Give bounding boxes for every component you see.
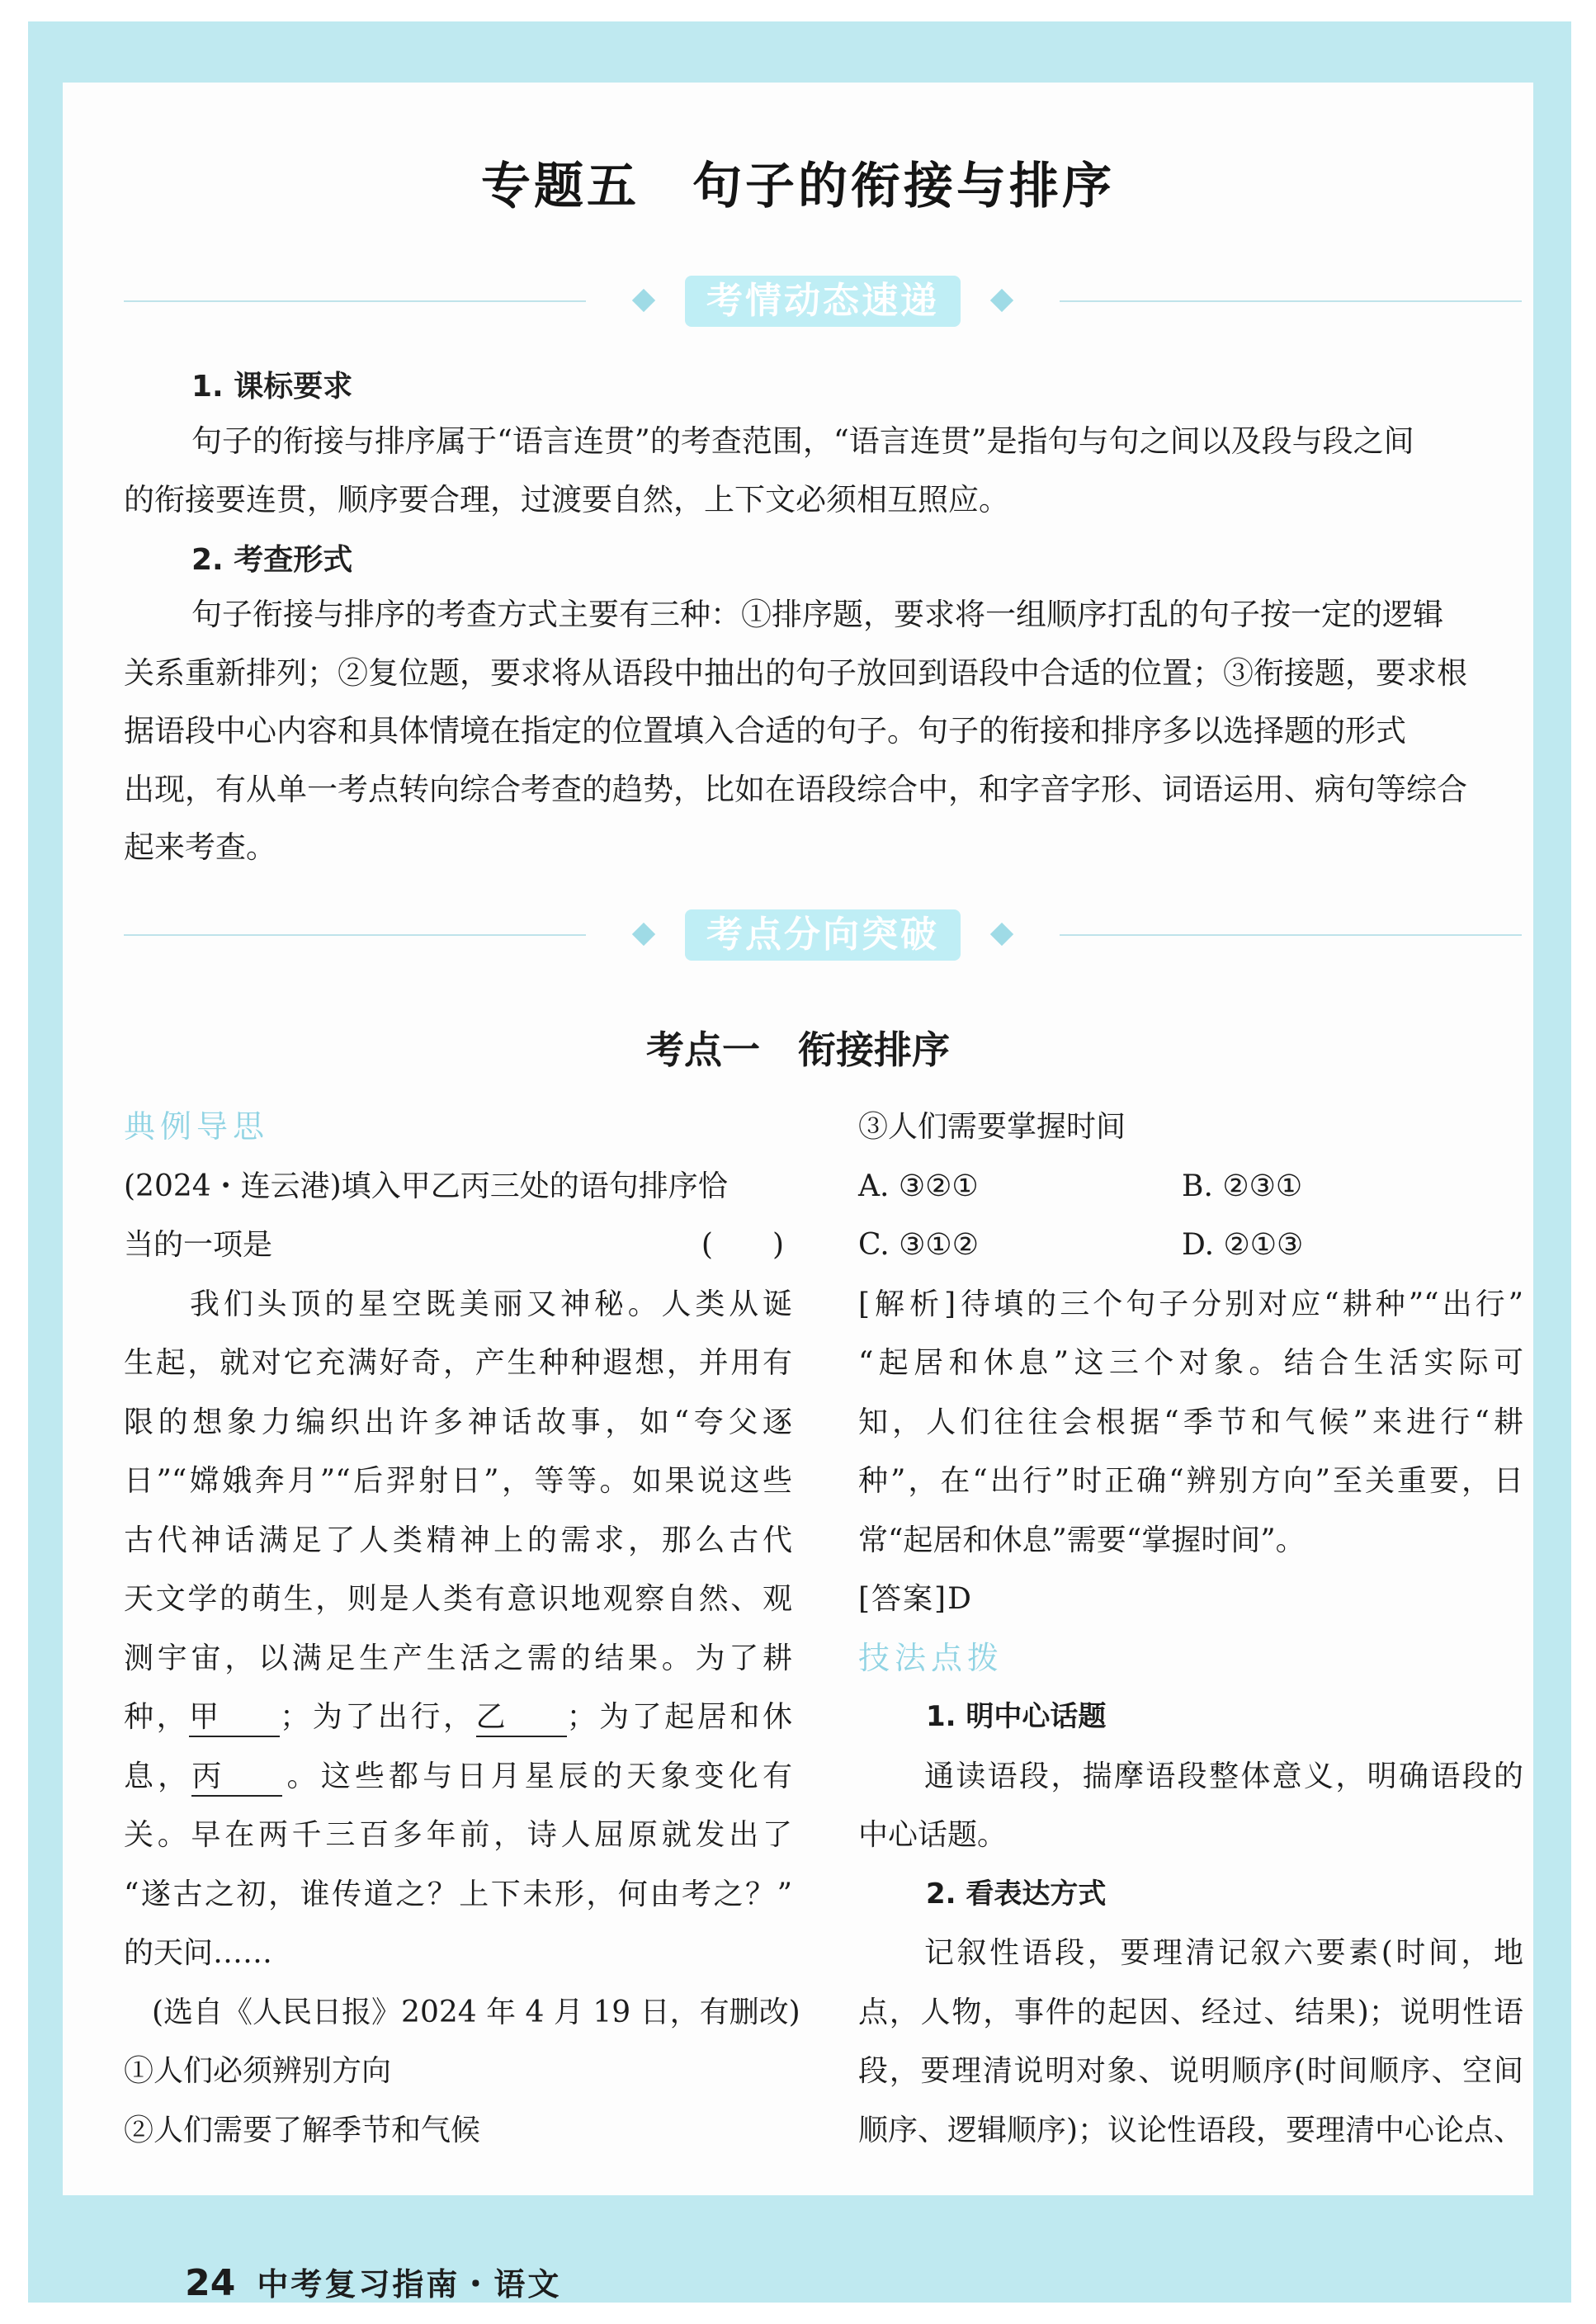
analysis-line: “起居和休息”这三个对象。结合生活实际可 xyxy=(858,1346,1523,1380)
passage-line: 我们头顶的星空既美丽又神秘。人类从诞 xyxy=(190,1287,792,1321)
technique-tag: 技法点拨 xyxy=(858,1639,1004,1676)
page-title: 专题五 句子的衔接与排序 xyxy=(481,158,1115,215)
passage-line: 测宇宙，以满足生产生活之需的结果。为了耕 xyxy=(124,1641,792,1675)
analysis-line: 常“起居和休息”需要“掌握时间”。 xyxy=(858,1523,1306,1557)
option-2: ②人们需要了解季节和气候 xyxy=(124,2113,481,2147)
question-line: (2024・连云港)填入甲乙丙三处的语句排序恰 xyxy=(124,1169,728,1203)
passage-line: 生起，就对它充满好奇，产生种种遐想，并用有 xyxy=(124,1346,792,1380)
blank-jia: 甲 xyxy=(189,1699,280,1737)
example-tag: 典例导思 xyxy=(124,1108,270,1145)
banner-divider-left xyxy=(124,934,586,936)
choice-c: C. ③①② xyxy=(858,1228,979,1262)
answer-line xyxy=(858,1570,1523,1629)
analysis-line: 知，人们往往会根据“季节和气候”来进行“耕 xyxy=(858,1405,1523,1439)
blank-yi: 乙 xyxy=(476,1699,567,1737)
page-footer xyxy=(165,2197,562,2304)
technique-line: 记叙性语段，要理清记叙六要素(时间，地 xyxy=(924,1936,1523,1970)
option-3: ③人们需要掌握时间 xyxy=(858,1110,1126,1144)
passage-line: “遂古之初，谁传道之？上下未形，何由考之？” xyxy=(124,1877,792,1911)
technique-line: 段，要理清说明对象、说明顺序(时间顺序、空间 xyxy=(858,2054,1523,2088)
passage-line-with-blanks: 息，丙 。这些都与日月星辰的天象变化有 xyxy=(124,1747,792,1807)
technique-line: 通读语段，揣摩语段整体意义，明确语段的 xyxy=(924,1759,1523,1793)
heading-curriculum: 1. 课标要求 xyxy=(191,370,353,404)
page-number: 24 xyxy=(185,2262,236,2304)
analysis-line: [解析]待填的三个句子分别对应“耕种”“出行” xyxy=(858,1287,1523,1321)
book-title: 中考复习指南・语文 xyxy=(257,2266,562,2303)
choices-row-2 xyxy=(858,1216,1523,1275)
heading-exam-form: 2. 考查形式 xyxy=(191,543,353,577)
analysis-label: [解析] xyxy=(858,1287,958,1321)
source-citation: (选自《人民日报》2024 年 4 月 19 日，有删改) xyxy=(152,1995,800,2029)
answer-value: D xyxy=(947,1582,971,1616)
technique-line: 点，人物，事件的起因、经过、结果)；说明性语 xyxy=(858,1995,1523,2029)
analysis-line: 种”，在“出行”时正确“辨别方向”至关重要，日 xyxy=(858,1464,1523,1498)
blank-bing: 丙 xyxy=(191,1759,282,1797)
text-line: 关系重新排列；②复位题，要求将从语段中抽出的句子放回到语段中合适的位置；③衔接题，要求根 xyxy=(124,654,1467,691)
choice-a: A. ③②① xyxy=(858,1169,979,1203)
passage-line: 关。早在两千三百多年前，诗人屈原就发出了 xyxy=(124,1818,792,1852)
choice-b: B. ②③① xyxy=(1182,1169,1303,1203)
technique-line: 顺序、逻辑顺序)；议论性语段，要理清中心论点、 xyxy=(858,2113,1524,2147)
answer-label: [答案] xyxy=(858,1582,948,1616)
text-line: 据语段中心内容和具体情境在指定的位置填入合适的句子。句子的衔接和排序多以选择题的形式 xyxy=(124,713,1406,749)
passage-line: 古代神话满足了人类精神上的需求，那么古代 xyxy=(124,1523,792,1557)
diamond-icon xyxy=(632,923,655,946)
text-line: 的衔接要连贯，顺序要合理，过渡要自然，上下文必须相互照应。 xyxy=(124,481,1009,517)
section-banner-breakthrough xyxy=(124,906,1522,964)
text-line: 句子的衔接与排序属于“语言连贯”的考查范围，“语言连贯”是指句与句之间以及段与段之间 xyxy=(191,423,1414,459)
passage-line: 的天问…… xyxy=(124,1936,273,1970)
banner-divider-right xyxy=(1060,300,1522,302)
passage-line: 天文学的萌生，则是人类有意识地观察自然、观 xyxy=(124,1582,792,1616)
diamond-icon xyxy=(990,923,1013,946)
text-line: 句子衔接与排序的考查方式主要有三种：①排序题，要求将一组顺序打乱的句子按一定的逻辑 xyxy=(191,597,1443,632)
text-line: 出现，有从单一考点转向综合考查的趋势，比如在语段综合中，和字音字形、词语运用、病句等综合 xyxy=(124,771,1467,807)
diamond-icon xyxy=(632,289,655,312)
diamond-icon xyxy=(990,289,1013,312)
section-banner-trends xyxy=(124,272,1522,330)
passage-line: 日”“嫦娥奔月”“后羿射日”，等等。如果说这些 xyxy=(124,1464,792,1498)
kaodian-title: 考点一 衔接排序 xyxy=(646,1027,950,1072)
technique-line: 中心话题。 xyxy=(858,1818,1008,1852)
banner-label: 考情动态速递 xyxy=(685,276,961,327)
banner-divider-right xyxy=(1060,934,1522,936)
passage-line: 限的想象力编织出许多神话故事，如“夸父逐 xyxy=(124,1405,792,1439)
choice-d: D. ②①③ xyxy=(1182,1228,1304,1262)
banner-label: 考点分向突破 xyxy=(685,909,961,961)
banner-divider-left xyxy=(124,300,586,302)
passage-line-with-blanks: 种，甲 ；为了出行，乙 ；为了起居和休 xyxy=(124,1688,792,1747)
text-line: 起来考查。 xyxy=(124,829,276,865)
curriculum-paragraph xyxy=(124,413,1523,529)
left-column xyxy=(124,1098,800,2160)
option-1: ①人们必须辨别方向 xyxy=(124,2054,392,2088)
technique-heading-2: 2. 看表达方式 xyxy=(926,1877,1107,1911)
choices-row-1 xyxy=(858,1157,1523,1216)
right-column xyxy=(858,1098,1523,2160)
technique-heading-1: 1. 明中心话题 xyxy=(926,1700,1107,1733)
exam-form-paragraph xyxy=(124,586,1523,877)
answer-parentheses: ( ) xyxy=(701,1228,784,1262)
question-line: 当的一项是 xyxy=(124,1228,273,1262)
